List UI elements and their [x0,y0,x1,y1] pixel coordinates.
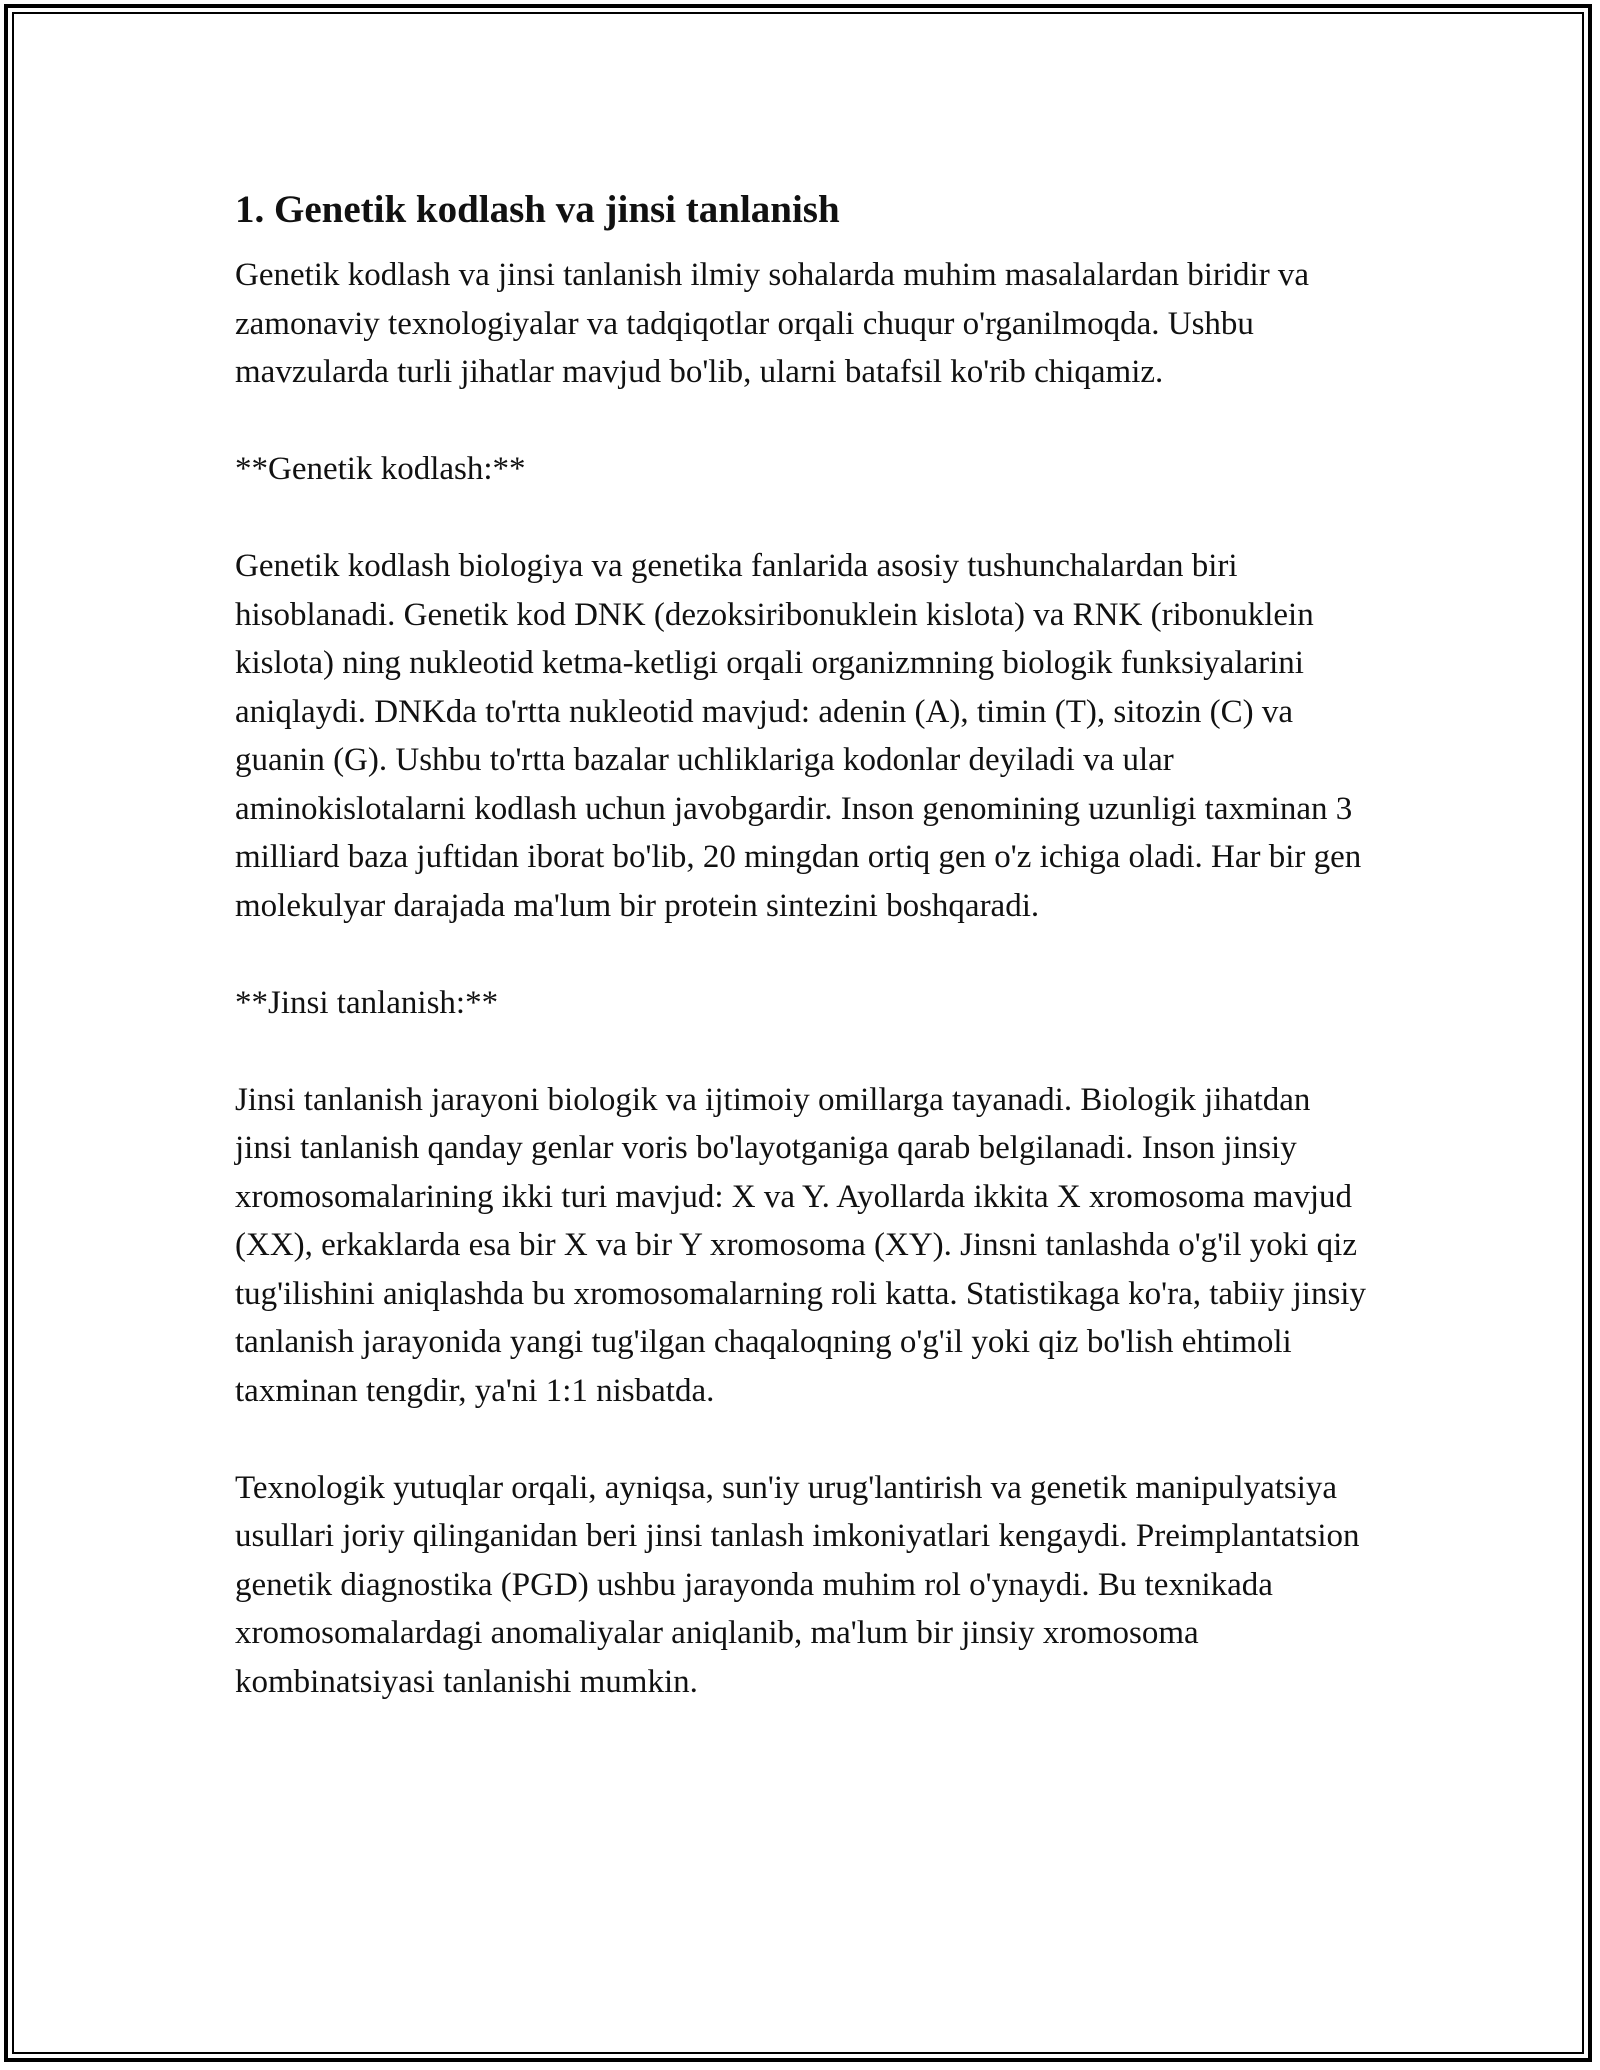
jinsi-tanlanish-paragraph: Jinsi tanlanish jarayoni biologik va ijtimoiy omillarga tayanadi. Biologik jihatdan jinsi tanlanish qanday genlar voris bo'layotganiga qarab belgilanadi. Inson jinsiy xromosomalarining ikki turi mavjud: X va Y. Ayollarda ikkita X xromosoma mavjud (XX), erkaklarda esa bir X va bir Y xromosoma (XY). Jinsni tanlashda o'g'il yoki qiz tug'ilishini aniqlashda bu xromosomalarning roli katta. Statistikaga ko'ra, tabiiy jinsiy tanlanish jarayonida yangi tug'ilgan chaqaloqning o'g'il yoki qiz bo'lish ehtimoli taxminan tengdir, ya'ni 1:1 nisbatda. [235,1081,1366,1409]
intro-paragraph: Genetik kodlash va jinsi tanlanish ilmiy sohalarda muhim masalalardan biridir va zamonaviy texnologiyalar va tadqiqotlar orqali chuqur o'rganilmoqda. Ushbu mavzularda turli jihatlar mavjud bo'lib, ularni batafsil ko'rib chiqamiz. [235,257,1310,390]
subheading-jinsi-tanlanish: **Jinsi tanlanish:** [235,984,499,1021]
section-heading: 1. Genetik kodlash va jinsi tanlanish [235,188,840,231]
document-body [235,186,1375,1755]
subheading-genetik-kodlash: **Genetik kodlash:** [235,451,526,487]
texnologik-yutuqlar-paragraph: Texnologik yutuqlar orqali, ayniqsa, sun'iy urug'lantirish va genetik manipulyatsiya usullari joriy qilinganidan beri jinsi tanlash imkoniyatlari kengaydi. Preimplantatsion genetik diagnostika (PGD) ushbu jarayonda muhim rol o'ynaydi. Bu texnikada xromosomalardagi anomaliyalar aniqlanib, ma'lum bir jinsiy xromosoma kombinatsiyasi tanlanishi mumkin. [235,1469,1360,1700]
genetik-kodlash-paragraph: Genetik kodlash biologiya va genetika fanlarida asosiy tushunchalardan biri hisoblanadi. Genetik kod DNK (dezoksiribonuklein kislota) va RNK (ribonuklein kislota) ning nukleotid ketma-ketligi orqali organizmning biologik funksiyalarini aniqlaydi. DNKda to'rtta nukleotid mavjud: adenin (A), timin (T), sitozin (C) va guanin (G). Ushbu to'rtta bazalar uchliklariga kodonlar deyiladi va ular aminokislotalarni kodlash uchun javobgardir. Inson genomining uzunligi taxminan 3 milliard baza juftidan iborat bo'lib, 20 mingdan ortiq gen o'z ichiga oladi. Har bir gen molekulyar darajada ma'lum bir protein sintezini boshqaradi. [235,548,1362,924]
